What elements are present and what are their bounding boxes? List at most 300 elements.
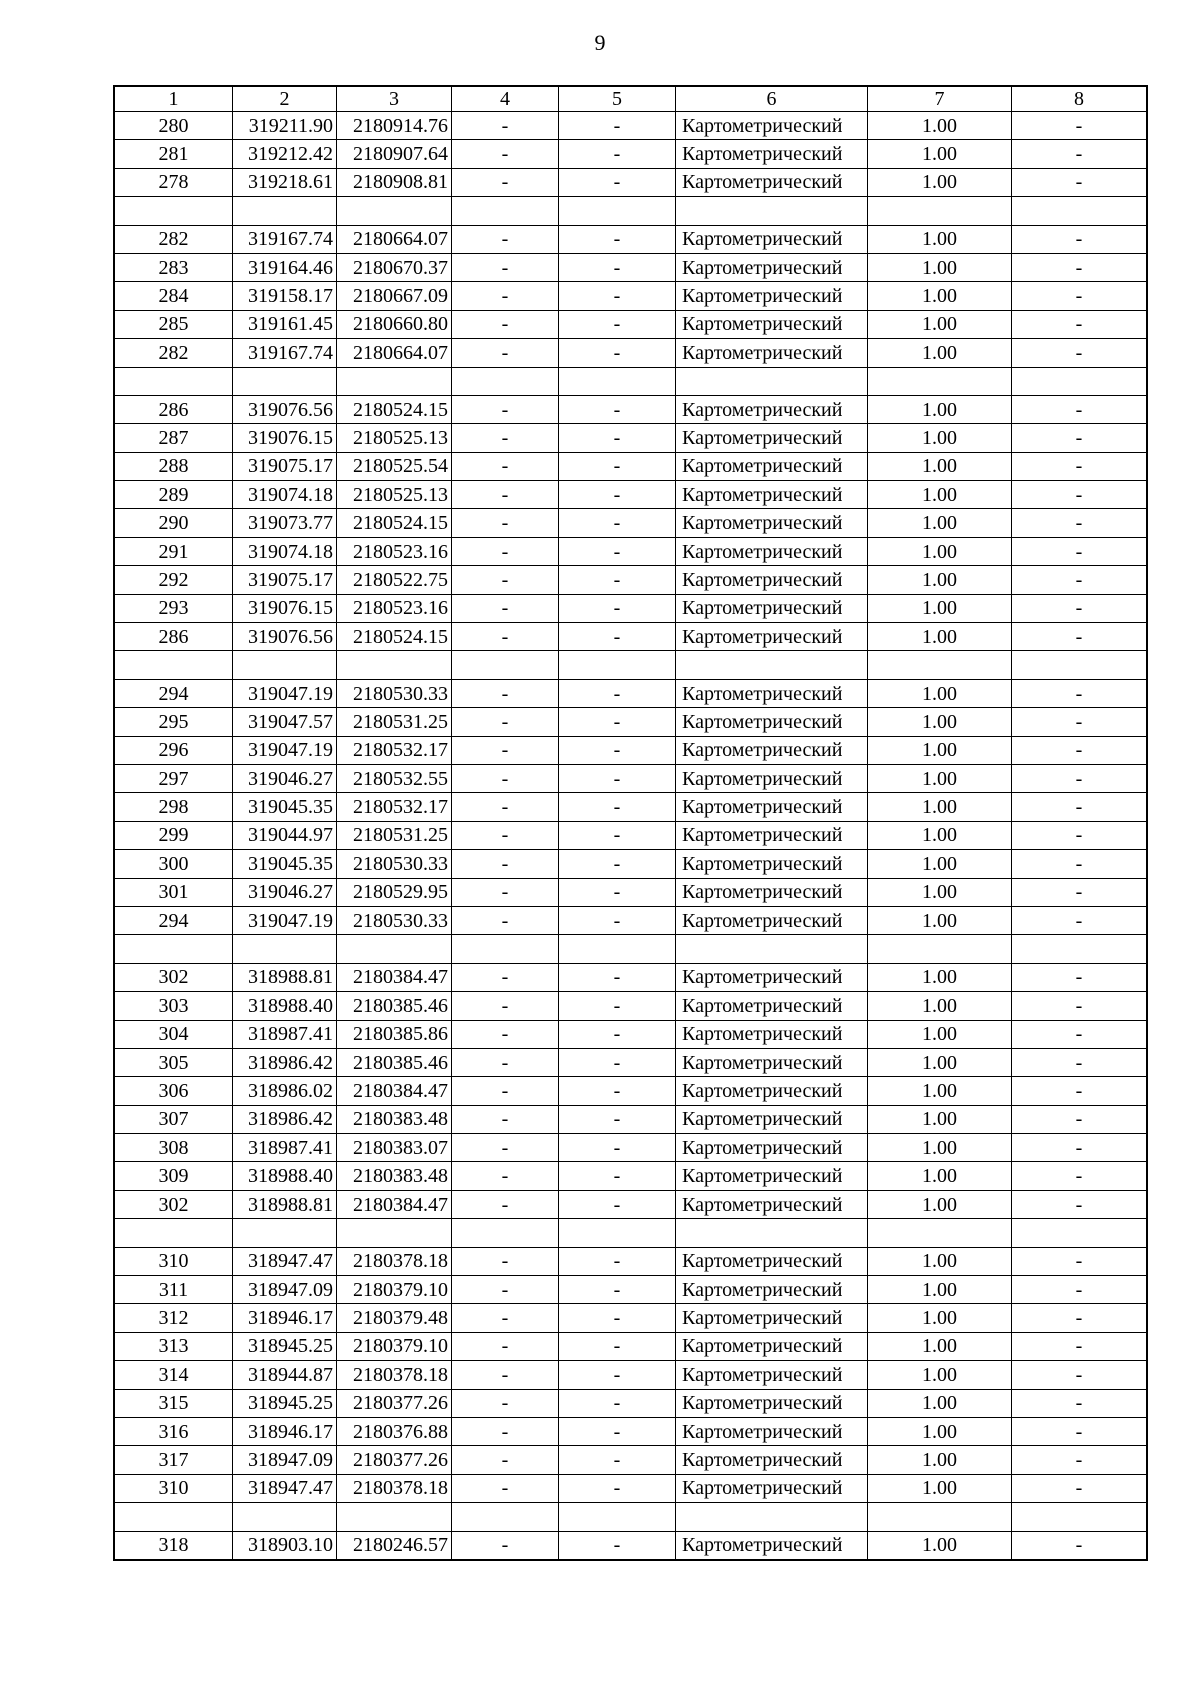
col8-cell xyxy=(1012,197,1147,225)
col5-cell: - xyxy=(559,1276,676,1304)
table-row xyxy=(115,708,1147,736)
col8-cell: - xyxy=(1012,1077,1147,1105)
col5-cell: - xyxy=(559,1190,676,1218)
col8-cell: - xyxy=(1012,481,1147,509)
column-header: 3 xyxy=(337,87,452,112)
method-cell: Картометрический xyxy=(676,112,868,140)
point-number-cell: 295 xyxy=(115,708,233,736)
col4-cell: - xyxy=(452,1276,559,1304)
y-coordinate-cell: 2180379.10 xyxy=(337,1276,452,1304)
method-cell: Картометрический xyxy=(676,168,868,196)
col8-cell: - xyxy=(1012,140,1147,168)
y-coordinate-cell: 2180384.47 xyxy=(337,963,452,991)
x-coordinate-cell: 318947.09 xyxy=(233,1446,337,1474)
y-coordinate-cell: 2180525.13 xyxy=(337,424,452,452)
col4-cell xyxy=(452,1503,559,1531)
method-cell: Картометрический xyxy=(676,850,868,878)
table-row xyxy=(115,1332,1147,1360)
col8-cell: - xyxy=(1012,594,1147,622)
x-coordinate-cell: 318946.17 xyxy=(233,1417,337,1445)
method-cell: Картометрический xyxy=(676,253,868,281)
x-coordinate-cell: 319074.18 xyxy=(233,537,337,565)
col4-cell: - xyxy=(452,623,559,651)
y-coordinate-cell: 2180385.86 xyxy=(337,1020,452,1048)
method-cell: Картометрический xyxy=(676,1446,868,1474)
point-number-cell: 303 xyxy=(115,992,233,1020)
col8-cell: - xyxy=(1012,452,1147,480)
accuracy-cell xyxy=(868,197,1012,225)
col4-cell: - xyxy=(452,1361,559,1389)
point-number-cell: 283 xyxy=(115,253,233,281)
accuracy-cell: 1.00 xyxy=(868,821,1012,849)
table-row xyxy=(115,1304,1147,1332)
col8-cell: - xyxy=(1012,1105,1147,1133)
x-coordinate-cell: 319045.35 xyxy=(233,850,337,878)
col5-cell: - xyxy=(559,225,676,253)
col4-cell: - xyxy=(452,1389,559,1417)
x-coordinate-cell: 319167.74 xyxy=(233,339,337,367)
point-number-cell: 304 xyxy=(115,1020,233,1048)
method-cell: Картометрический xyxy=(676,708,868,736)
accuracy-cell: 1.00 xyxy=(868,679,1012,707)
y-coordinate-cell: 2180384.47 xyxy=(337,1077,452,1105)
table-row xyxy=(115,1531,1147,1559)
col4-cell: - xyxy=(452,1247,559,1275)
method-cell xyxy=(676,651,868,679)
col4-cell: - xyxy=(452,793,559,821)
accuracy-cell: 1.00 xyxy=(868,1531,1012,1559)
col8-cell: - xyxy=(1012,623,1147,651)
accuracy-cell: 1.00 xyxy=(868,594,1012,622)
x-coordinate-cell: 318903.10 xyxy=(233,1531,337,1559)
col5-cell: - xyxy=(559,395,676,423)
col4-cell xyxy=(452,197,559,225)
table-row xyxy=(115,1077,1147,1105)
y-coordinate-cell xyxy=(337,651,452,679)
col5-cell: - xyxy=(559,878,676,906)
col5-cell: - xyxy=(559,1020,676,1048)
table-row xyxy=(115,1474,1147,1502)
y-coordinate-cell: 2180530.33 xyxy=(337,906,452,934)
table-row xyxy=(115,764,1147,792)
col8-cell: - xyxy=(1012,992,1147,1020)
x-coordinate-cell xyxy=(233,367,337,395)
accuracy-cell xyxy=(868,1503,1012,1531)
y-coordinate-cell xyxy=(337,197,452,225)
x-coordinate-cell: 319076.15 xyxy=(233,424,337,452)
col5-cell: - xyxy=(559,282,676,310)
accuracy-cell: 1.00 xyxy=(868,310,1012,338)
col5-cell: - xyxy=(559,424,676,452)
col4-cell: - xyxy=(452,225,559,253)
col4-cell: - xyxy=(452,708,559,736)
col5-cell: - xyxy=(559,253,676,281)
method-cell: Картометрический xyxy=(676,963,868,991)
method-cell: Картометрический xyxy=(676,1417,868,1445)
col8-cell xyxy=(1012,1503,1147,1531)
col5-cell: - xyxy=(559,566,676,594)
point-number-cell: 308 xyxy=(115,1134,233,1162)
table-row xyxy=(115,1361,1147,1389)
y-coordinate-cell: 2180664.07 xyxy=(337,339,452,367)
y-coordinate-cell: 2180532.55 xyxy=(337,764,452,792)
table-row xyxy=(115,963,1147,991)
y-coordinate-cell: 2180908.81 xyxy=(337,168,452,196)
accuracy-cell xyxy=(868,935,1012,963)
method-cell: Картометрический xyxy=(676,1247,868,1275)
col8-cell: - xyxy=(1012,736,1147,764)
x-coordinate-cell: 318986.42 xyxy=(233,1105,337,1133)
method-cell: Картометрический xyxy=(676,736,868,764)
col8-cell: - xyxy=(1012,566,1147,594)
col8-cell: - xyxy=(1012,339,1147,367)
y-coordinate-cell: 2180525.54 xyxy=(337,452,452,480)
point-number-cell xyxy=(115,1503,233,1531)
point-number-cell: 302 xyxy=(115,1190,233,1218)
method-cell: Картометрический xyxy=(676,481,868,509)
column-header: 5 xyxy=(559,87,676,112)
column-header: 8 xyxy=(1012,87,1147,112)
col8-cell: - xyxy=(1012,708,1147,736)
method-cell: Картометрический xyxy=(676,1389,868,1417)
col4-cell: - xyxy=(452,1304,559,1332)
point-number-cell: 299 xyxy=(115,821,233,849)
col5-cell: - xyxy=(559,1332,676,1360)
col5-cell: - xyxy=(559,1105,676,1133)
col5-cell: - xyxy=(559,793,676,821)
y-coordinate-cell: 2180385.46 xyxy=(337,992,452,1020)
col8-cell xyxy=(1012,1219,1147,1247)
col5-cell: - xyxy=(559,537,676,565)
x-coordinate-cell: 319075.17 xyxy=(233,452,337,480)
x-coordinate-cell: 319076.56 xyxy=(233,395,337,423)
col5-cell xyxy=(559,1503,676,1531)
y-coordinate-cell: 2180524.15 xyxy=(337,509,452,537)
method-cell: Картометрический xyxy=(676,906,868,934)
table-row xyxy=(115,481,1147,509)
point-number-cell: 313 xyxy=(115,1332,233,1360)
point-number-cell: 306 xyxy=(115,1077,233,1105)
x-coordinate-cell: 319046.27 xyxy=(233,764,337,792)
col4-cell: - xyxy=(452,282,559,310)
method-cell: Картометрический xyxy=(676,1162,868,1190)
col8-cell: - xyxy=(1012,1531,1147,1559)
point-number-cell: 300 xyxy=(115,850,233,878)
col5-cell: - xyxy=(559,1361,676,1389)
method-cell: Картометрический xyxy=(676,1020,868,1048)
col4-cell: - xyxy=(452,594,559,622)
x-coordinate-cell xyxy=(233,651,337,679)
x-coordinate-cell: 319075.17 xyxy=(233,566,337,594)
method-cell xyxy=(676,1503,868,1531)
col8-cell: - xyxy=(1012,1417,1147,1445)
x-coordinate-cell xyxy=(233,1503,337,1531)
col5-cell: - xyxy=(559,1474,676,1502)
method-cell: Картометрический xyxy=(676,537,868,565)
x-coordinate-cell: 319047.19 xyxy=(233,679,337,707)
col4-cell: - xyxy=(452,963,559,991)
col8-cell: - xyxy=(1012,1332,1147,1360)
page-number: 9 xyxy=(594,30,606,55)
col5-cell xyxy=(559,367,676,395)
point-number-cell: 287 xyxy=(115,424,233,452)
x-coordinate-cell: 318986.42 xyxy=(233,1048,337,1076)
accuracy-cell: 1.00 xyxy=(868,339,1012,367)
col4-cell: - xyxy=(452,537,559,565)
accuracy-cell: 1.00 xyxy=(868,1474,1012,1502)
col4-cell: - xyxy=(452,1134,559,1162)
y-coordinate-cell: 2180383.48 xyxy=(337,1105,452,1133)
point-number-cell: 280 xyxy=(115,112,233,140)
col4-cell: - xyxy=(452,906,559,934)
col5-cell xyxy=(559,651,676,679)
col4-cell: - xyxy=(452,1162,559,1190)
col4-cell: - xyxy=(452,1417,559,1445)
accuracy-cell: 1.00 xyxy=(868,878,1012,906)
table-separator-row xyxy=(115,367,1147,395)
accuracy-cell: 1.00 xyxy=(868,906,1012,934)
y-coordinate-cell xyxy=(337,1219,452,1247)
method-cell: Картометрический xyxy=(676,339,868,367)
x-coordinate-cell: 319073.77 xyxy=(233,509,337,537)
col8-cell xyxy=(1012,651,1147,679)
point-number-cell: 318 xyxy=(115,1531,233,1559)
col4-cell: - xyxy=(452,1474,559,1502)
col5-cell: - xyxy=(559,1304,676,1332)
accuracy-cell: 1.00 xyxy=(868,1134,1012,1162)
accuracy-cell: 1.00 xyxy=(868,1389,1012,1417)
col8-cell: - xyxy=(1012,253,1147,281)
method-cell: Картометрический xyxy=(676,566,868,594)
table-row xyxy=(115,310,1147,338)
accuracy-cell: 1.00 xyxy=(868,1020,1012,1048)
col5-cell: - xyxy=(559,481,676,509)
col5-cell: - xyxy=(559,764,676,792)
accuracy-cell: 1.00 xyxy=(868,623,1012,651)
method-cell: Картометрический xyxy=(676,1361,868,1389)
point-number-cell: 286 xyxy=(115,623,233,651)
point-number-cell: 289 xyxy=(115,481,233,509)
accuracy-cell: 1.00 xyxy=(868,1077,1012,1105)
x-coordinate-cell: 318988.40 xyxy=(233,992,337,1020)
table-separator-row xyxy=(115,197,1147,225)
table-separator-row xyxy=(115,1219,1147,1247)
y-coordinate-cell: 2180377.26 xyxy=(337,1446,452,1474)
col8-cell: - xyxy=(1012,1304,1147,1332)
col8-cell: - xyxy=(1012,509,1147,537)
col5-cell: - xyxy=(559,1531,676,1559)
col8-cell: - xyxy=(1012,1162,1147,1190)
y-coordinate-cell: 2180532.17 xyxy=(337,793,452,821)
accuracy-cell: 1.00 xyxy=(868,1304,1012,1332)
table-row xyxy=(115,1134,1147,1162)
x-coordinate-cell: 318988.40 xyxy=(233,1162,337,1190)
method-cell: Картометрический xyxy=(676,594,868,622)
col5-cell: - xyxy=(559,821,676,849)
method-cell: Картометрический xyxy=(676,1077,868,1105)
col8-cell: - xyxy=(1012,1389,1147,1417)
col4-cell: - xyxy=(452,1332,559,1360)
col4-cell: - xyxy=(452,1446,559,1474)
method-cell: Картометрический xyxy=(676,282,868,310)
col5-cell: - xyxy=(559,339,676,367)
accuracy-cell: 1.00 xyxy=(868,1105,1012,1133)
col5-cell: - xyxy=(559,310,676,338)
column-header: 1 xyxy=(115,87,233,112)
col8-cell: - xyxy=(1012,850,1147,878)
method-cell: Картометрический xyxy=(676,623,868,651)
col4-cell: - xyxy=(452,1020,559,1048)
y-coordinate-cell: 2180524.15 xyxy=(337,395,452,423)
col4-cell: - xyxy=(452,395,559,423)
x-coordinate-cell: 319164.46 xyxy=(233,253,337,281)
accuracy-cell: 1.00 xyxy=(868,282,1012,310)
col4-cell: - xyxy=(452,679,559,707)
table-row xyxy=(115,395,1147,423)
col5-cell xyxy=(559,935,676,963)
table-row xyxy=(115,679,1147,707)
table-separator-row xyxy=(115,1503,1147,1531)
table-row xyxy=(115,850,1147,878)
y-coordinate-cell xyxy=(337,1503,452,1531)
table-row xyxy=(115,906,1147,934)
col5-cell: - xyxy=(559,1048,676,1076)
col4-cell: - xyxy=(452,764,559,792)
x-coordinate-cell: 318987.41 xyxy=(233,1020,337,1048)
method-cell: Картометрический xyxy=(676,1048,868,1076)
col5-cell: - xyxy=(559,1247,676,1275)
y-coordinate-cell: 2180524.15 xyxy=(337,623,452,651)
accuracy-cell: 1.00 xyxy=(868,992,1012,1020)
col5-cell: - xyxy=(559,140,676,168)
point-number-cell: 294 xyxy=(115,906,233,934)
method-cell: Картометрический xyxy=(676,1276,868,1304)
accuracy-cell: 1.00 xyxy=(868,793,1012,821)
point-number-cell xyxy=(115,367,233,395)
method-cell xyxy=(676,197,868,225)
y-coordinate-cell xyxy=(337,367,452,395)
table-row xyxy=(115,509,1147,537)
x-coordinate-cell: 319211.90 xyxy=(233,112,337,140)
method-cell xyxy=(676,935,868,963)
method-cell: Картометрический xyxy=(676,140,868,168)
point-number-cell: 288 xyxy=(115,452,233,480)
accuracy-cell: 1.00 xyxy=(868,253,1012,281)
table-row xyxy=(115,821,1147,849)
accuracy-cell: 1.00 xyxy=(868,481,1012,509)
point-number-cell: 312 xyxy=(115,1304,233,1332)
col5-cell: - xyxy=(559,736,676,764)
x-coordinate-cell: 318947.09 xyxy=(233,1276,337,1304)
method-cell: Картометрический xyxy=(676,1531,868,1559)
col5-cell xyxy=(559,197,676,225)
x-coordinate-cell: 319218.61 xyxy=(233,168,337,196)
y-coordinate-cell: 2180664.07 xyxy=(337,225,452,253)
col8-cell: - xyxy=(1012,1020,1147,1048)
table-row xyxy=(115,112,1147,140)
method-cell: Картометрический xyxy=(676,1304,868,1332)
col8-cell: - xyxy=(1012,537,1147,565)
point-number-cell: 296 xyxy=(115,736,233,764)
method-cell: Картометрический xyxy=(676,878,868,906)
table-row xyxy=(115,878,1147,906)
accuracy-cell: 1.00 xyxy=(868,509,1012,537)
col5-cell xyxy=(559,1219,676,1247)
accuracy-cell: 1.00 xyxy=(868,963,1012,991)
col5-cell: - xyxy=(559,1134,676,1162)
x-coordinate-cell: 319046.27 xyxy=(233,878,337,906)
accuracy-cell: 1.00 xyxy=(868,736,1012,764)
column-header: 2 xyxy=(233,87,337,112)
method-cell: Картометрический xyxy=(676,1332,868,1360)
y-coordinate-cell: 2180530.33 xyxy=(337,679,452,707)
col4-cell: - xyxy=(452,1105,559,1133)
col4-cell: - xyxy=(452,1531,559,1559)
col4-cell: - xyxy=(452,566,559,594)
accuracy-cell: 1.00 xyxy=(868,168,1012,196)
col8-cell: - xyxy=(1012,395,1147,423)
y-coordinate-cell: 2180532.17 xyxy=(337,736,452,764)
accuracy-cell xyxy=(868,651,1012,679)
x-coordinate-cell: 319044.97 xyxy=(233,821,337,849)
col8-cell xyxy=(1012,367,1147,395)
table-row xyxy=(115,1276,1147,1304)
point-number-cell: 285 xyxy=(115,310,233,338)
col5-cell: - xyxy=(559,594,676,622)
col8-cell: - xyxy=(1012,793,1147,821)
x-coordinate-cell: 318988.81 xyxy=(233,1190,337,1218)
accuracy-cell: 1.00 xyxy=(868,537,1012,565)
table-row xyxy=(115,339,1147,367)
col5-cell: - xyxy=(559,1446,676,1474)
x-coordinate-cell: 319047.19 xyxy=(233,906,337,934)
method-cell xyxy=(676,367,868,395)
col4-cell: - xyxy=(452,140,559,168)
col8-cell xyxy=(1012,935,1147,963)
point-number-cell: 317 xyxy=(115,1446,233,1474)
method-cell: Картометрический xyxy=(676,992,868,1020)
x-coordinate-cell: 318944.87 xyxy=(233,1361,337,1389)
x-coordinate-cell: 319047.57 xyxy=(233,708,337,736)
accuracy-cell: 1.00 xyxy=(868,1190,1012,1218)
col4-cell: - xyxy=(452,850,559,878)
col4-cell: - xyxy=(452,310,559,338)
y-coordinate-cell: 2180907.64 xyxy=(337,140,452,168)
x-coordinate-cell: 319161.45 xyxy=(233,310,337,338)
col8-cell: - xyxy=(1012,1190,1147,1218)
y-coordinate-cell: 2180383.48 xyxy=(337,1162,452,1190)
x-coordinate-cell: 319076.56 xyxy=(233,623,337,651)
point-number-cell: 309 xyxy=(115,1162,233,1190)
col8-cell: - xyxy=(1012,1446,1147,1474)
coordinates-table xyxy=(114,86,1147,1560)
table-row xyxy=(115,253,1147,281)
col8-cell: - xyxy=(1012,424,1147,452)
y-coordinate-cell: 2180529.95 xyxy=(337,878,452,906)
y-coordinate-cell: 2180531.25 xyxy=(337,708,452,736)
table-row xyxy=(115,168,1147,196)
point-number-cell: 291 xyxy=(115,537,233,565)
y-coordinate-cell: 2180523.16 xyxy=(337,537,452,565)
y-coordinate-cell: 2180523.16 xyxy=(337,594,452,622)
col4-cell: - xyxy=(452,168,559,196)
point-number-cell xyxy=(115,197,233,225)
col4-cell: - xyxy=(452,1077,559,1105)
point-number-cell: 282 xyxy=(115,339,233,367)
x-coordinate-cell xyxy=(233,935,337,963)
col8-cell: - xyxy=(1012,906,1147,934)
accuracy-cell: 1.00 xyxy=(868,1247,1012,1275)
